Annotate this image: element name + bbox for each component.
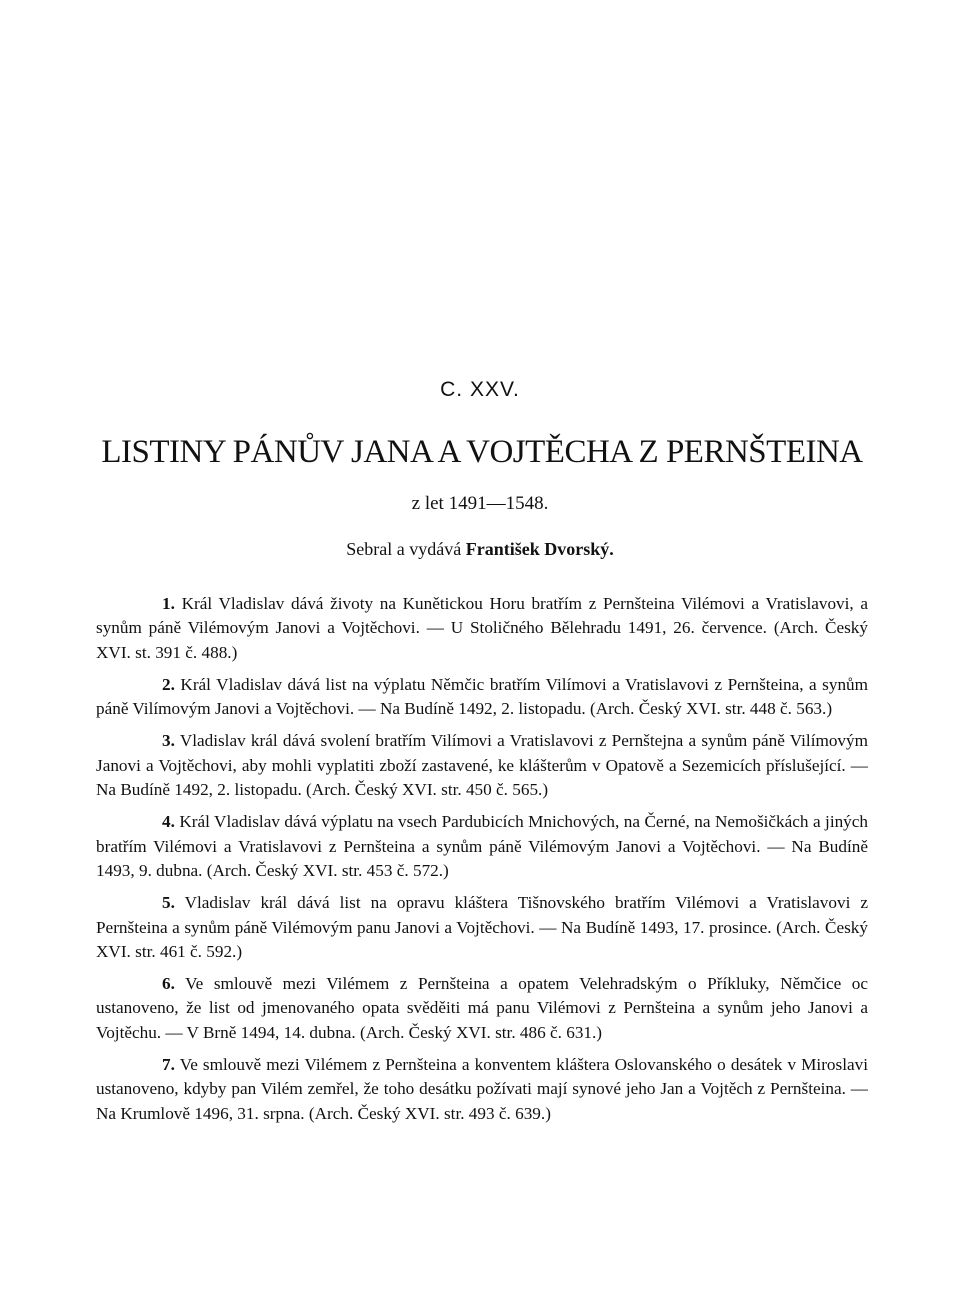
entry-text: Král Vladislav dává výplatu na vsech Pardubicích Mnichových, na Černé, na Nemošičkách a jiných bratřím Vilémovi a Vratislavovi z Pernšteina a synům páně Vilémovým Janovi a Vojtěchovi. — Na Budíně 1493, 9. dubna. (Arch. Český XVI. str. 453 č. 572.)	[96, 812, 868, 880]
entry-2	[96, 673, 868, 722]
entry-number: 2.	[162, 674, 175, 694]
entry-4	[96, 810, 868, 883]
entry-number: 7.	[162, 1055, 175, 1075]
document-title: LISTINY PÁNŮV JANA A VOJTĚCHA Z PERNŠTEINA	[101, 434, 863, 470]
entry-number: 4.	[162, 812, 175, 832]
editor-prefix: Sebral a vydává	[346, 539, 462, 559]
entry-1	[96, 592, 868, 665]
entry-number: 1.	[162, 594, 175, 613]
entry-text: Vladislav král dává svolení bratřím Vilímovi a Vratislavovi z Pernštejna a synům páně Vilímovým Janovi a Vojtěchovi, aby mohli vyplatiti zboží zastavené, ke klášterům v Opatově a Sezemicích příslušející. — Na Budíně 1492, 2. listopadu. (Arch. Český XVI. str. 450 č. 565.)	[96, 731, 868, 800]
entry-text: Vladislav král dává list na opravu kláštera Tišnovského bratřím Vilémovi a Vratislavovi z Pernšteina a synům páně Vilémovým panu Janovi a Vojtěchovi. — Na Budíně 1493, 17. prosince. (Arch. Český XVI. str. 461 č. 592.)	[96, 893, 868, 961]
entry-5	[96, 891, 868, 964]
entry-text: Ve smlouvě mezi Vilémem z Pernšteina a opatem Velehradským o Příkluky, Němčice oc ustanoveno, že list od jmenovaného opata svěděiti má panu Vilémovi z Pernšteina a synům jeho Janovi a Vojtěchu. — V Brně 1494, 14. dubna. (Arch. Český XVI. str. 486 č. 631.)	[96, 974, 868, 1042]
entry-number: 6.	[162, 974, 175, 994]
entry-text: Král Vladislav dává životy na Kunětickou Horu bratřím z Pernšteina Vilémovi a Vratislavovi, a synům páně Vilémovým Janovi a Vojtěchovi. — U Stoličného Bělehradu 1491, 26. července. (Arch. Český XVI. st. 391 č. 488.)	[96, 594, 869, 662]
chapter-number: C. XXV.	[440, 378, 520, 401]
entry-number: 3.	[162, 731, 175, 751]
entry-7	[96, 1053, 868, 1126]
entry-3	[96, 729, 868, 802]
entry-6	[96, 972, 868, 1045]
editor-line	[0, 539, 960, 560]
entries-list	[96, 592, 868, 1134]
entry-number: 5.	[162, 893, 175, 913]
document-years: z let 1491—1548.	[411, 493, 549, 514]
editor-name: František Dvorský.	[465, 539, 614, 559]
entry-text: Král Vladislav dává list na výplatu Němčic bratřím Vilímovi a Vratislavovi z Pernšteina, a synům páně Vilímovým Janovi a Vojtěchovi. — Na Budíně 1492, 2. listopadu. (Arch. Český XVI. str. 448 č. 563.)	[96, 674, 869, 719]
entry-text: Ve smlouvě mezi Vilémem z Pernšteina a konventem kláštera Oslovanského o desátek v Miroslavi ustanoveno, kdyby pan Vilém zemřel, že toho desátku požívati mají synové jeho Jan a Vojtěch z Pernšteina. — Na Krumlově 1496, 31. srpna. (Arch. Český XVI. str. 493 č. 639.)	[96, 1055, 868, 1123]
